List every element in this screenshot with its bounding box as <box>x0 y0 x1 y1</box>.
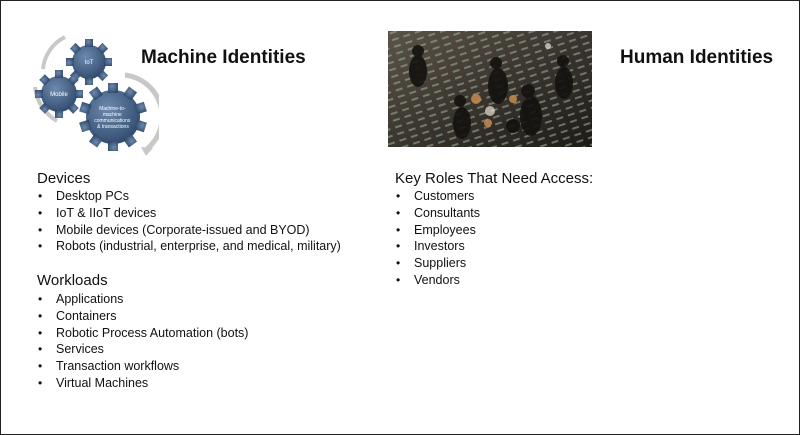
list-item: • Suppliers <box>395 255 480 272</box>
m2m-gear-label <box>94 106 132 130</box>
list-item: • Vendors <box>395 272 480 289</box>
m2m-label-line: machine <box>102 112 122 118</box>
list-item: • Services <box>37 341 248 358</box>
list-item: • Customers <box>395 188 480 205</box>
m2m-gear-icon <box>79 83 147 151</box>
list-item: • Containers <box>37 308 248 325</box>
list-item: • Desktop PCs <box>37 188 341 205</box>
crowd-photo <box>388 31 592 147</box>
workloads-list <box>37 291 248 392</box>
mobile-gear-icon <box>35 70 83 118</box>
list-item: • Transaction workflows <box>37 358 248 375</box>
iot-gear-label: IoT <box>84 60 94 66</box>
devices-heading: Devices <box>37 170 91 187</box>
list-item: • Mobile devices (Corporate-issued and BYOD) <box>37 222 341 239</box>
list-item: • Robots (industrial, enterprise, and medical, military) <box>37 238 341 255</box>
mobile-gear-label: Mobile <box>50 92 68 98</box>
gears-icon <box>29 29 159 157</box>
human-identities-title: Human Identities <box>620 47 774 68</box>
list-item: • IoT & IIoT devices <box>37 205 341 222</box>
m2m-label-line: Machine-to- <box>99 106 126 112</box>
machine-identities-title: Machine Identities <box>141 47 306 68</box>
m2m-label-line: & transactions <box>97 124 129 130</box>
m2m-label-line: communications <box>94 118 131 124</box>
curved-arrow-icon <box>43 37 65 69</box>
workloads-heading: Workloads <box>37 272 108 289</box>
list-item: • Investors <box>395 238 480 255</box>
key-roles-heading: Key Roles That Need Access: <box>395 170 594 187</box>
list-item: • Applications <box>37 291 248 308</box>
list-item: • Robotic Process Automation (bots) <box>37 325 248 342</box>
list-item: • Employees <box>395 222 480 239</box>
devices-list <box>37 188 341 255</box>
key-roles-list <box>395 188 480 289</box>
list-item: • Consultants <box>395 205 480 222</box>
list-item: • Virtual Machines <box>37 375 248 392</box>
